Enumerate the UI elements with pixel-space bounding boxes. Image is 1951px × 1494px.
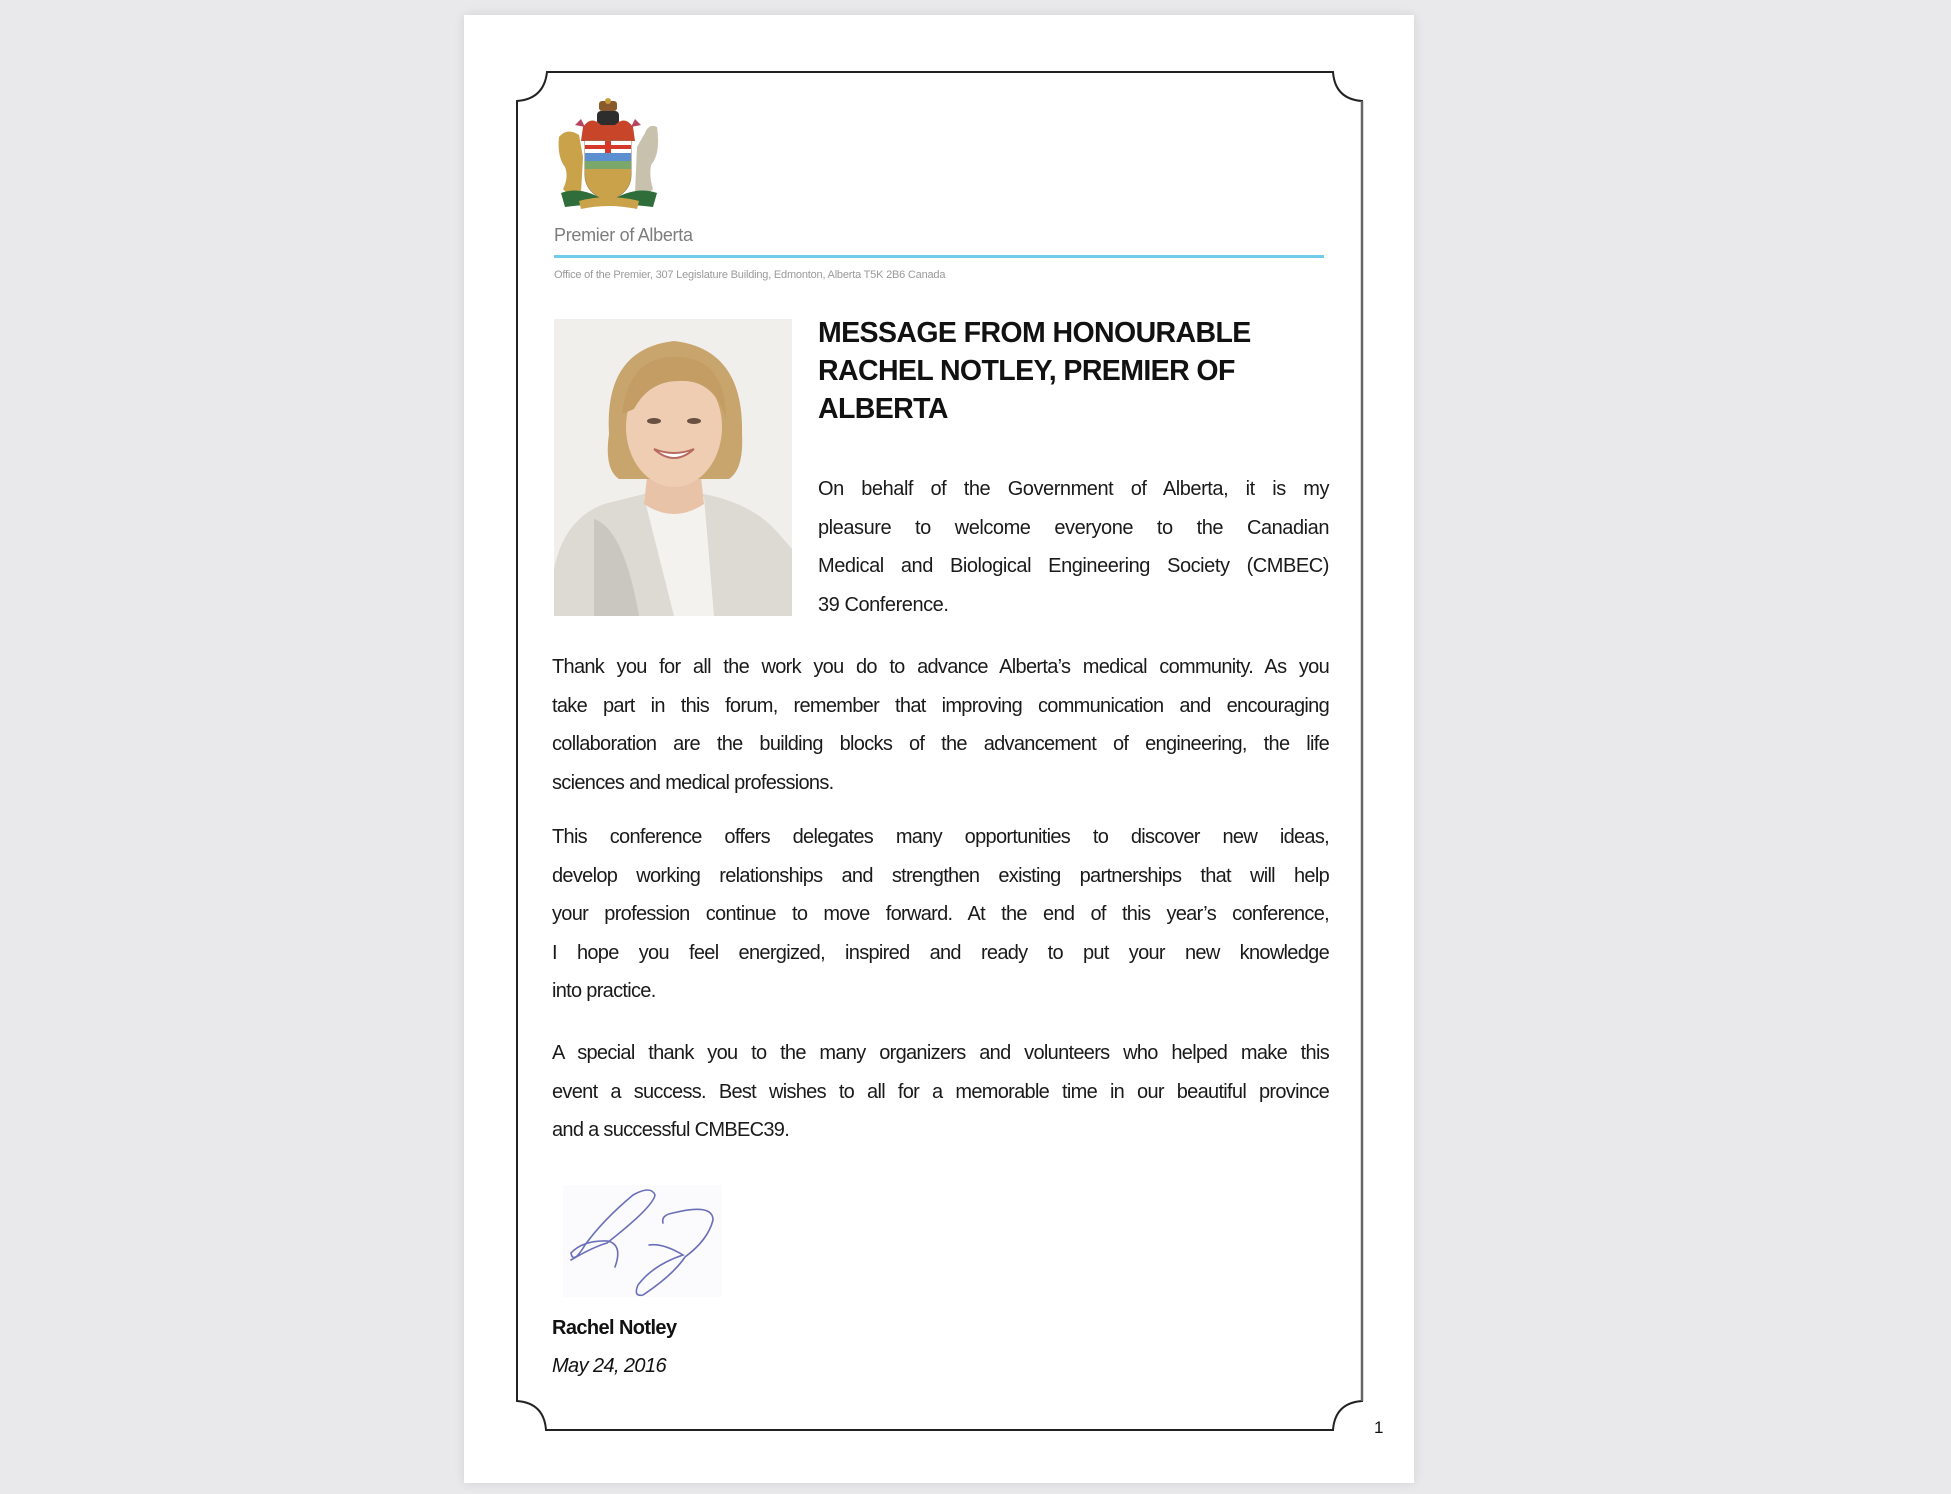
paragraph-conference (552, 818, 1329, 1011)
text-line: I hope you feel energized, inspired and ready to put your new knowledge (552, 941, 1329, 964)
text-line: develop working relationships and strengthen existing partnerships that will help (552, 864, 1329, 887)
text-line: Medical and Biological Engineering Society (CMBEC) (818, 555, 1329, 577)
text-line: sciences and medical professions. (552, 771, 834, 794)
text-line: pleasure to welcome everyone to the Canadian (818, 516, 1329, 539)
paragraph-welcome (818, 470, 1329, 624)
text-line: your profession continue to move forward. At the end of this year’s conference, (552, 903, 1329, 925)
signature-date: May 24, 2016 (552, 1355, 666, 1377)
document-page (464, 15, 1414, 1483)
handwritten-signature-icon (563, 1185, 722, 1297)
text-line: and a successful CMBEC39. (552, 1119, 790, 1141)
page-number: 1 (1374, 1418, 1384, 1437)
letterhead-rule (554, 255, 1324, 258)
signatory-name: Rachel Notley (552, 1317, 677, 1339)
message-title (818, 314, 1338, 428)
paragraph-closing (552, 1034, 1329, 1150)
message-title-line: MESSAGE FROM HONOURABLE (818, 317, 1251, 349)
premier-portrait-photo (554, 319, 792, 616)
alberta-coat-of-arms-icon (553, 97, 665, 211)
text-line: collaboration are the building blocks of the advancement of engineering, the life (552, 733, 1329, 755)
letterhead-address: Office of the Premier, 307 Legislature Building, Edmonton, Alberta T5K 2B6 Canada (554, 269, 946, 281)
text-line: 39 Conference. (818, 593, 949, 616)
text-line: Thank you for all the work you do to advance Alberta’s medical community. As you (552, 656, 1329, 678)
text-line: This conference offers delegates many opportunities to discover new ideas, (552, 826, 1329, 848)
text-line: into practice. (552, 980, 656, 1002)
paragraph-thanks (552, 648, 1329, 802)
text-line: A special thank you to the many organizers and volunteers who helped make this (552, 1042, 1329, 1064)
text-line: take part in this forum, remember that improving communication and encouraging (552, 694, 1329, 717)
message-title-line: RACHEL NOTLEY, PREMIER OF (818, 355, 1235, 387)
text-line: On behalf of the Government of Alberta, it is my (818, 478, 1329, 500)
text-line: event a success. Best wishes to all for a memorable time in our beautiful province (552, 1080, 1329, 1103)
letterhead-title: Premier of Alberta (554, 225, 693, 245)
message-title-line: ALBERTA (818, 393, 948, 425)
